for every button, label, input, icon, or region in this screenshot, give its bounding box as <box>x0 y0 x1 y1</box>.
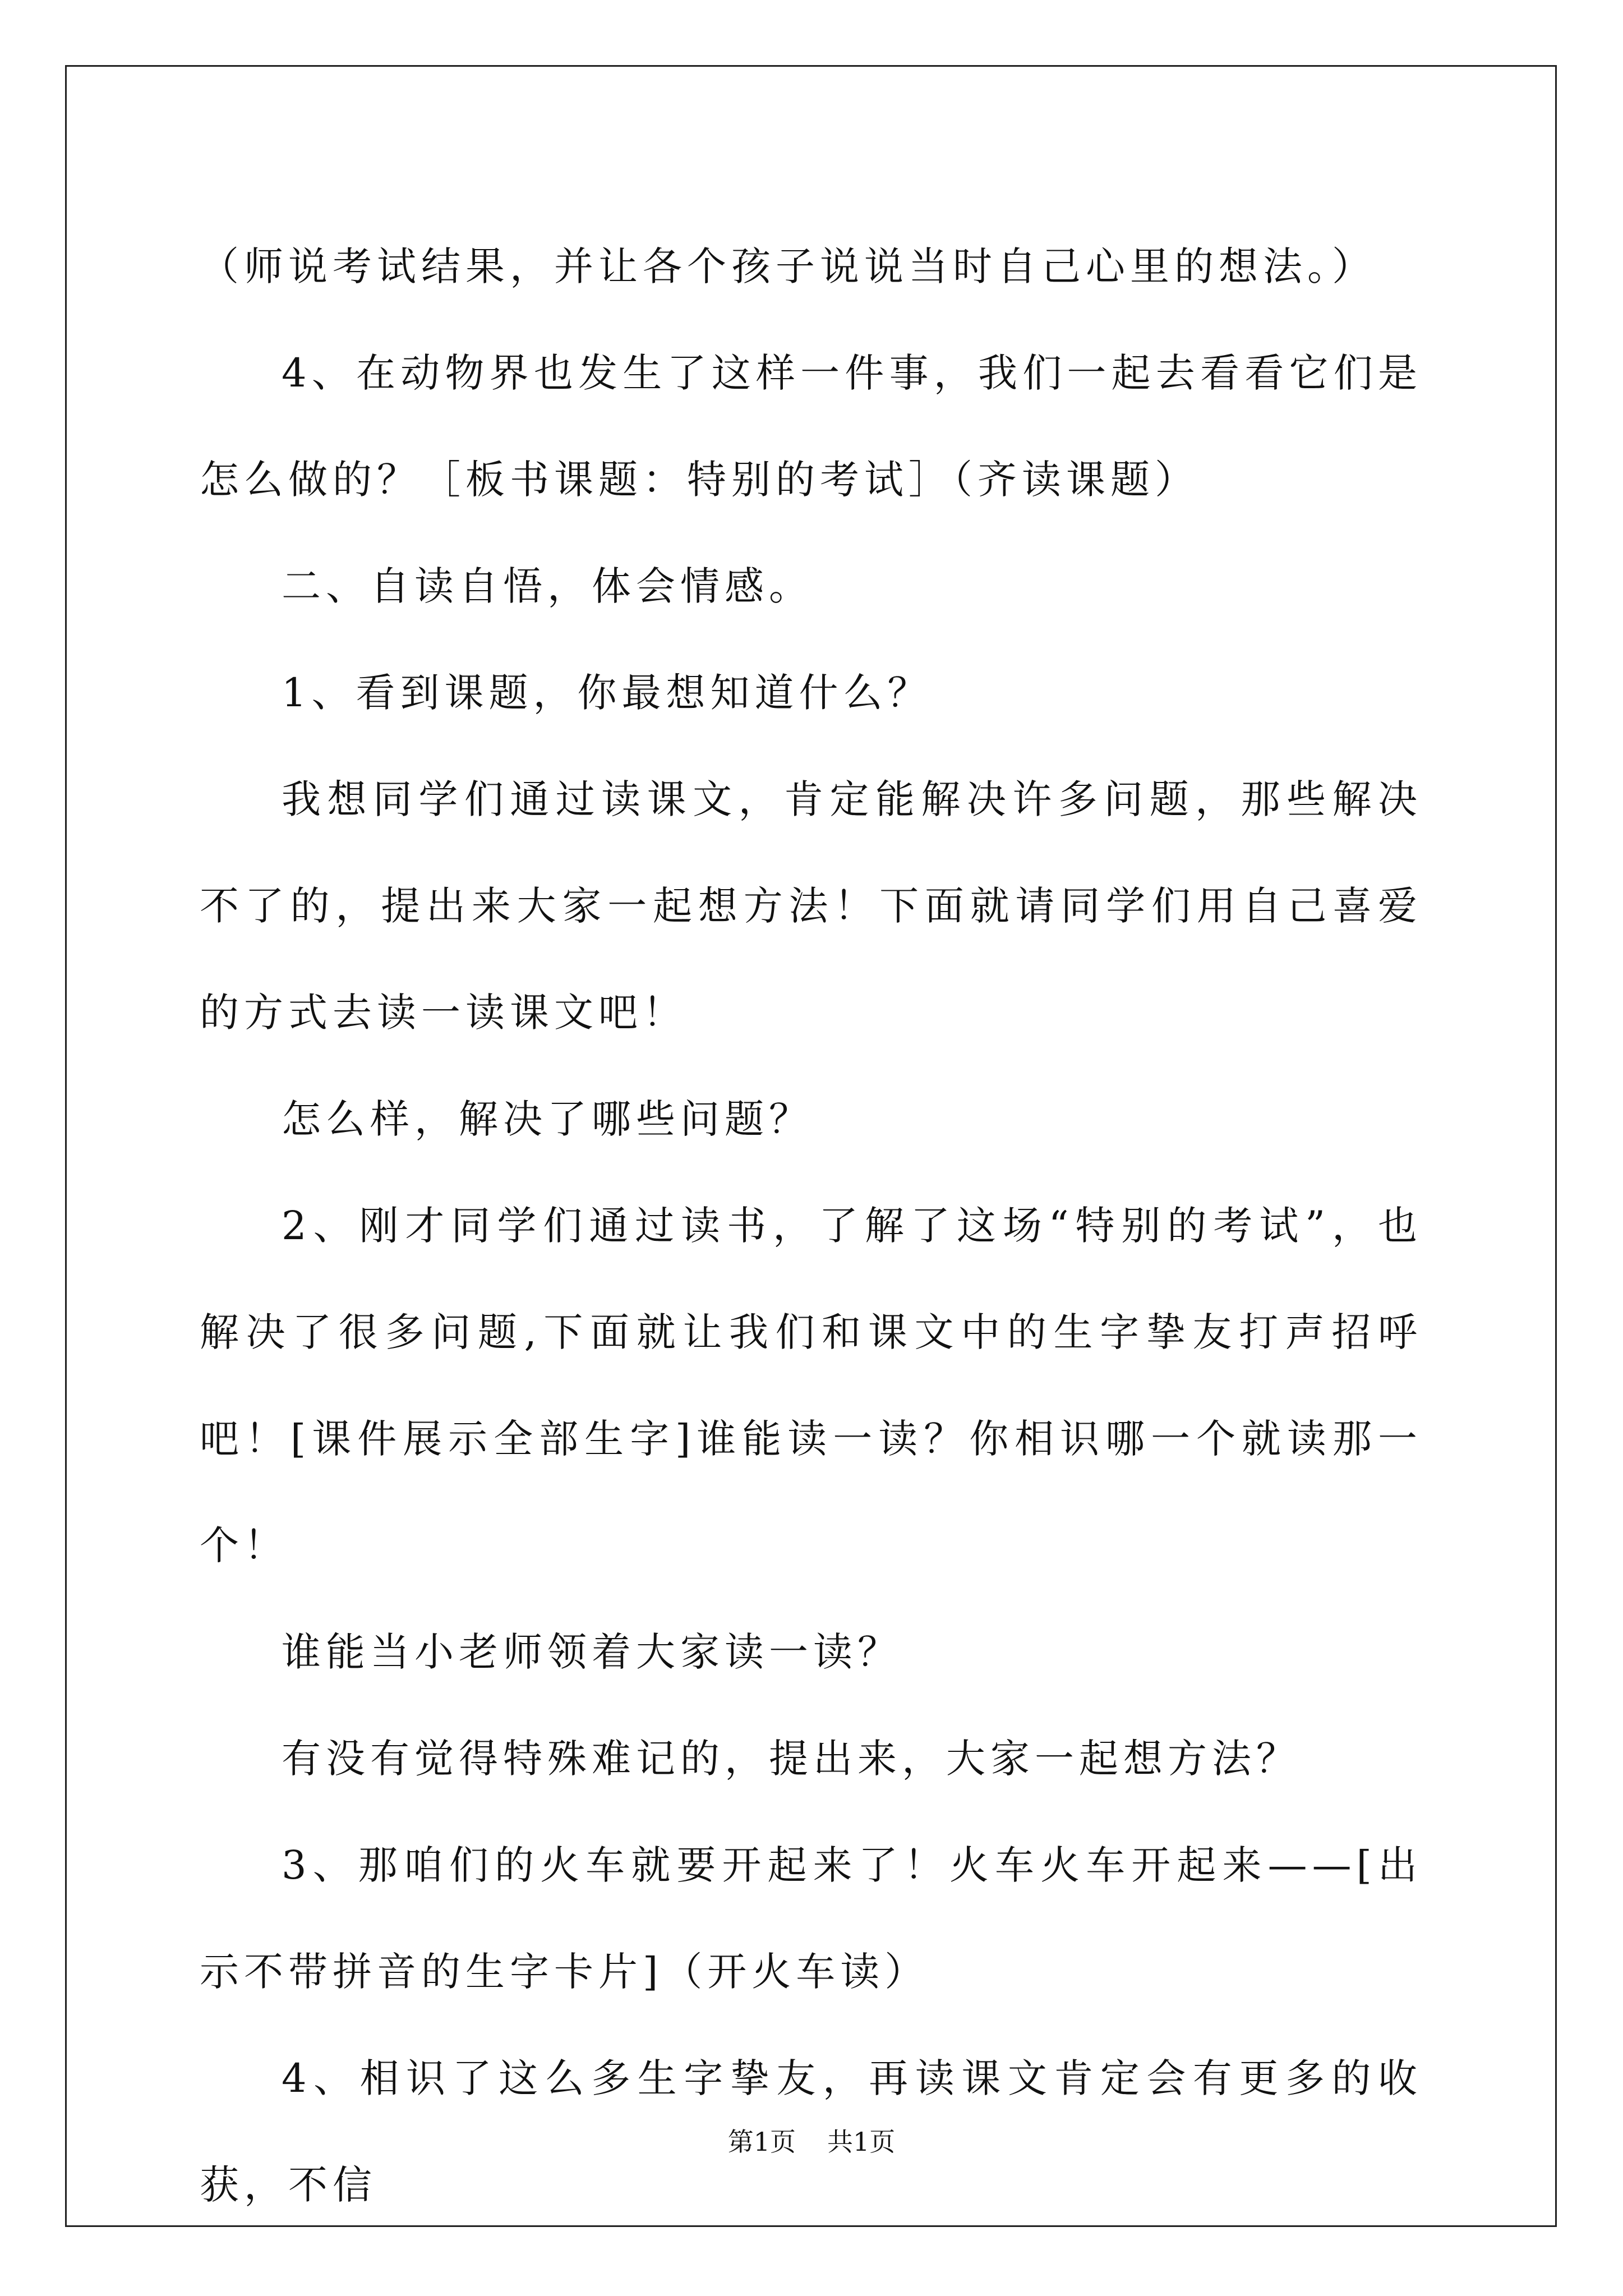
paragraph-7: 2、刚才同学们通过读书，了解了这场“特别的考试”，也解决了很多问题,下面就让我们和课文中的生字挚友打声招呼吧！[课件展示全部生字]谁能读一读？你相识哪一个就读那一个！ <box>200 1203 1422 1568</box>
document-body <box>200 213 1422 2238</box>
paragraph-5: 我想同学们通过读课文，肯定能解决许多问题，那些解决不了的，提出来大家一起想方法！下面就请同学们用自己喜爱的方式去读一读课文吧！ <box>200 776 1422 1036</box>
paragraph-11: 4、相识了这么多生字挚友，再读课文肯定会有更多的收获，不信 <box>200 2055 1422 2208</box>
paragraph-1: （师说考试结果，并让各个孩子说说当时自己心里的想法。） <box>200 243 1376 289</box>
paragraph-8: 谁能当小老师领着大家读一读？ <box>282 1629 902 1675</box>
paragraph-6: 怎么样，解决了哪些问题？ <box>282 1096 813 1142</box>
paragraph-9: 有没有觉得特殊难记的，提出来，大家一起想方法？ <box>282 1736 1301 1782</box>
page-number-current: 第1页 <box>727 2127 796 2157</box>
page-number-total: 共1页 <box>827 2127 896 2157</box>
paragraph-10: 3、那咱们的火车就要开起来了！火车火车开起来——[出示不带拼音的生字卡片]（开火车读） <box>200 1842 1422 1995</box>
paragraph-2: 4、在动物界也发生了这样一件事，我们一起去看看它们是怎么做的？［板书课题：特别的考试］（齐读课题） <box>200 350 1422 503</box>
paragraph-3: 二、自读自悟，体会情感。 <box>282 563 813 609</box>
paragraph-4: 1、看到课题，你最想知道什么？ <box>282 670 932 716</box>
page-footer <box>0 2125 1623 2159</box>
